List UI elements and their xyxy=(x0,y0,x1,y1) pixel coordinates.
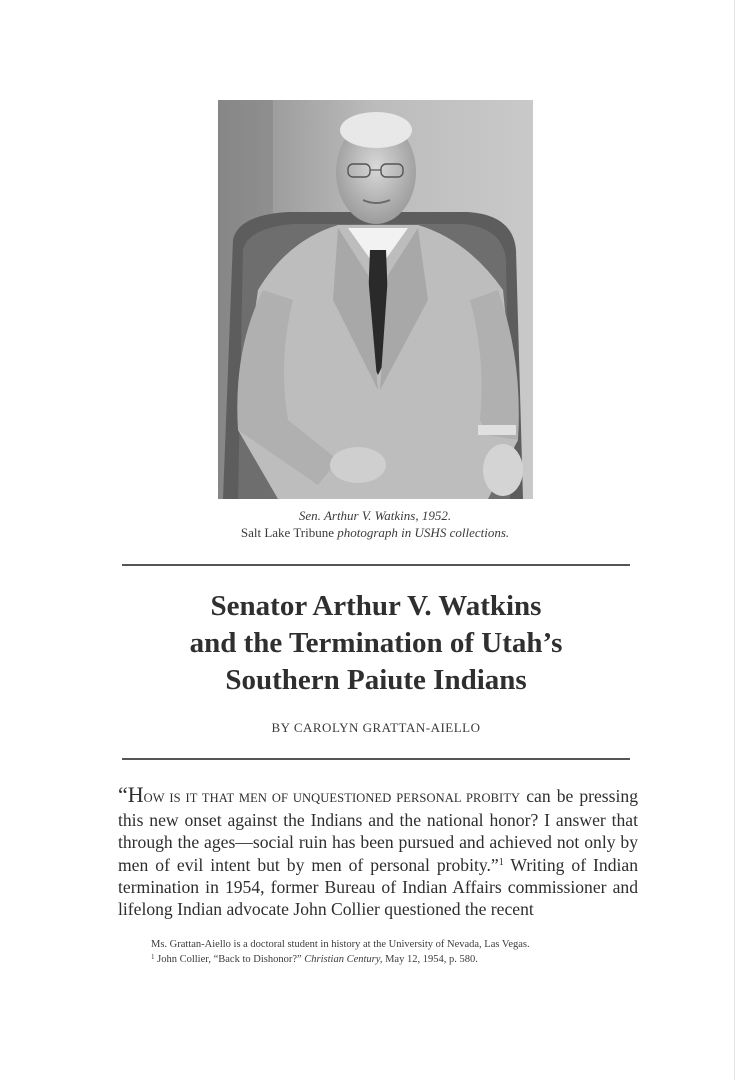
smallcaps-lead-in: OW IS IT THAT MEN OF UNQUESTIONED PERSONAL PROBITY xyxy=(143,791,521,805)
title-line: Southern Paiute Indians xyxy=(225,664,527,696)
title-rule-bottom xyxy=(122,758,630,760)
footnote-publication: Christian Century, xyxy=(304,954,383,965)
caption-credit-source: Salt Lake Tribune xyxy=(240,525,335,540)
footnotes xyxy=(151,937,631,967)
footnote-date-page: May 12, 1954, p. 580. xyxy=(382,954,478,965)
title-line: and the Termination of Utah’s xyxy=(189,627,563,659)
open-quote: “ xyxy=(118,782,128,807)
byline: BY CAROLYN GRATTAN-AIELLO xyxy=(271,720,481,735)
photo-caption xyxy=(150,507,600,541)
lead-capital: H xyxy=(127,782,144,807)
footnote-reference[interactable]: 1 xyxy=(498,856,504,868)
author-note: Ms. Grattan-Aiello is a doctoral student in history at the University of Nevada, Las Vegas. xyxy=(151,939,530,950)
caption-credit xyxy=(150,524,600,541)
caption-credit-note: photograph in USHS collections. xyxy=(334,525,510,540)
title-line: Senator Arthur V. Watkins xyxy=(210,590,542,622)
portrait-image xyxy=(218,100,533,499)
footnote-citation: John Collier, “Back to Dishonor?” xyxy=(154,954,305,965)
footnote-number: 1 xyxy=(151,953,155,961)
portrait-photo xyxy=(218,100,533,499)
paragraph-text-continued: Writing of Indian termination in 1954, former Bureau of Indian Affairs commissioner and lifelong Indian advocate John Collier questioned the recent xyxy=(118,854,638,920)
paragraph-text: can be pressing this new onset against the Indians and the national honor? I answer that through the ages—social ruin has been pursued and achieved not only by men of evil intent but by men of personal probity.” xyxy=(118,786,638,875)
page-edge xyxy=(734,0,735,1080)
caption-subject: Sen. Arthur V. Watkins, 1952. xyxy=(298,508,452,523)
title-rule-top xyxy=(122,564,630,566)
footnote-1 xyxy=(151,952,631,967)
opening-paragraph xyxy=(118,784,638,920)
article-title xyxy=(100,588,652,699)
